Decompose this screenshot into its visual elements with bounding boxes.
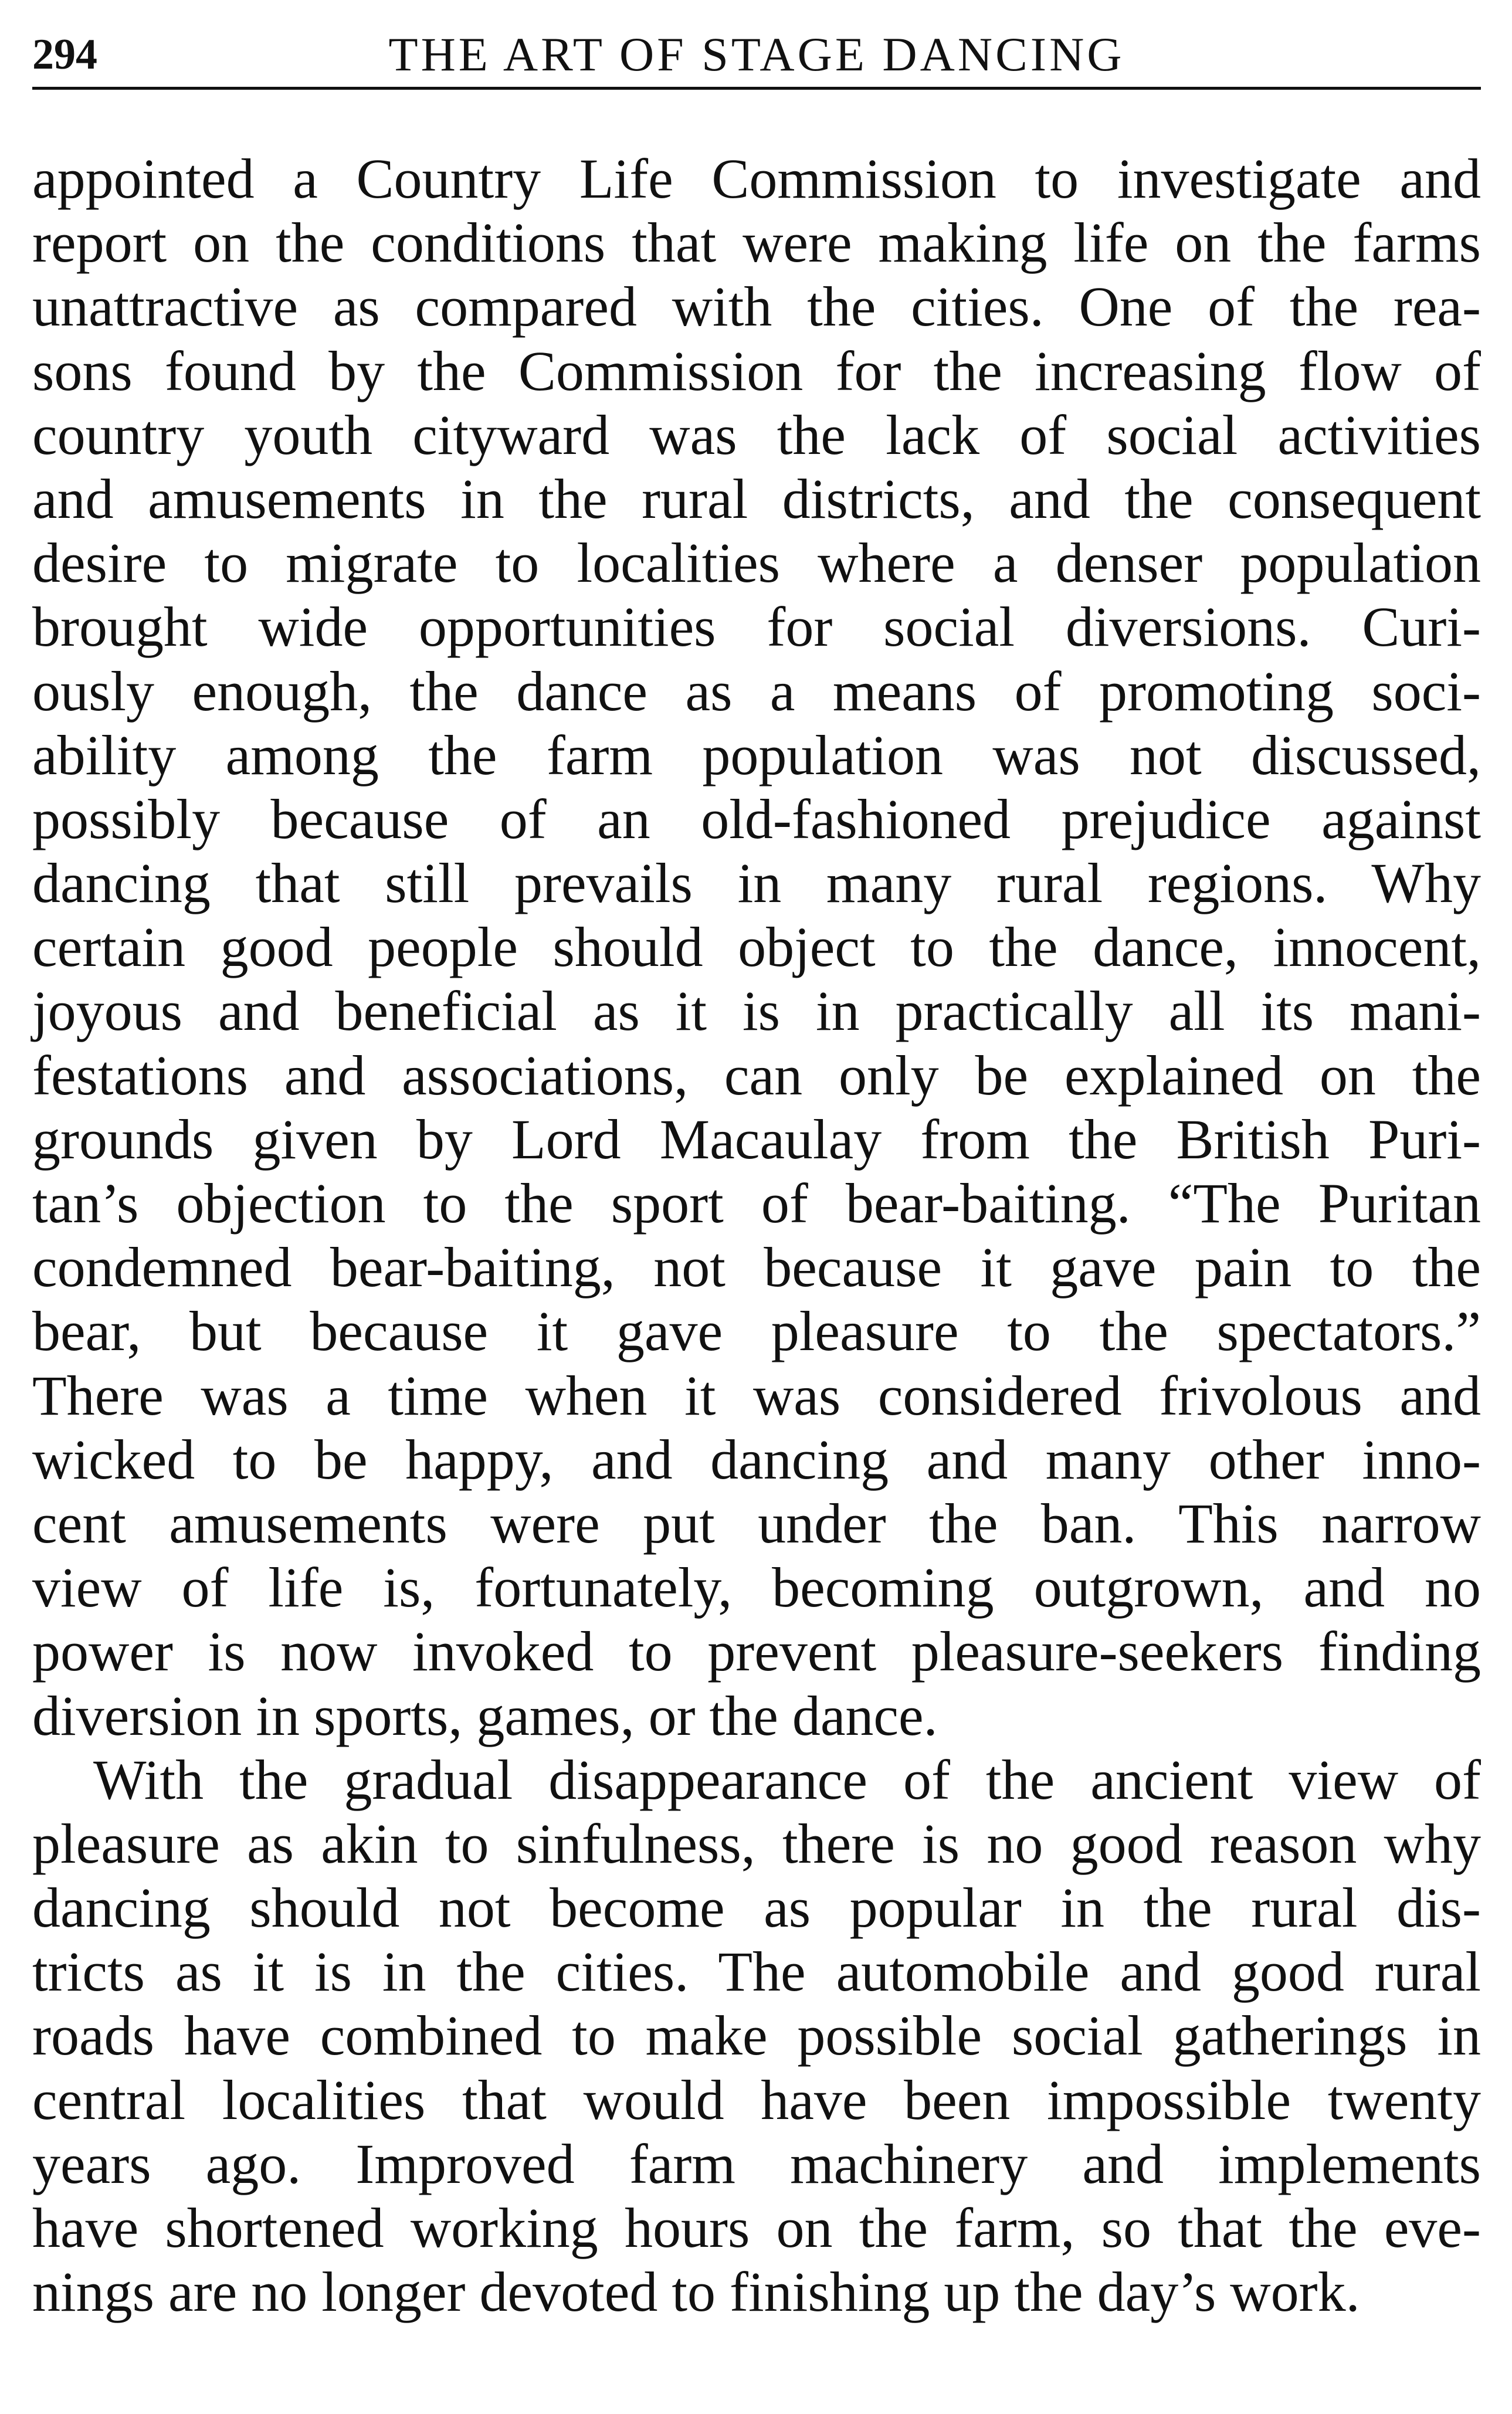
body-text — [32, 147, 1481, 2324]
text-line: roads have combined to make possible social gatherings in — [32, 2004, 1481, 2067]
text-line: grounds given by Lord Macaulay from the British Puri- — [32, 1107, 1481, 1171]
text-line: ously enough, the dance as a means of promoting soci- — [32, 659, 1481, 723]
text-line: dancing should not become as popular in the rural dis- — [32, 1876, 1481, 1940]
text-line: tan’s objection to the sport of bear-baiting. “The Puritan — [32, 1172, 1481, 1235]
text-line: report on the conditions that were making life on the farms — [32, 211, 1481, 274]
text-line: and amusements in the rural districts, and the consequent — [32, 467, 1481, 530]
text-line: nings are no longer devoted to finishing up the day’s work. — [32, 2260, 1360, 2324]
running-head — [32, 22, 1481, 90]
text-line: festations and associations, can only be explained on the — [32, 1043, 1481, 1107]
text-line: possibly because of an old-fashioned prejudice against — [32, 787, 1481, 850]
text-line: tricts as it is in the cities. The automobile and good rural — [32, 1940, 1481, 2003]
text-line: unattractive as compared with the cities. One of the rea- — [32, 275, 1481, 338]
paragraph — [32, 1748, 1481, 2324]
text-line: wicked to be happy, and dancing and many other inno- — [32, 1428, 1481, 1491]
text-line: ability among the farm population was not discussed, — [32, 723, 1481, 786]
text-line: bear, but because it gave pleasure to the spectators.” — [32, 1300, 1481, 1363]
text-line: condemned bear-baiting, not because it gave pain to the — [32, 1236, 1481, 1299]
text-line: view of life is, fortunately, becoming outgrown, and no — [32, 1556, 1481, 1619]
text-line: years ago. Improved farm machinery and implements — [32, 2132, 1481, 2195]
text-line: country youth cityward was the lack of social activities — [32, 403, 1481, 466]
text-line: sons found by the Commission for the increasing flow of — [32, 339, 1481, 402]
text-line: appointed a Country Life Commission to investigate and — [32, 147, 1481, 210]
text-line: diversion in sports, games, or the dance. — [32, 1684, 938, 1747]
text-line: dancing that still prevails in many rural regions. Why — [32, 852, 1481, 915]
text-line: cent amusements were put under the ban. This narrow — [32, 1491, 1481, 1555]
paragraph — [32, 147, 1481, 1748]
running-title: THE ART OF STAGE DANCING — [388, 28, 1125, 81]
text-line: With the gradual disappearance of the ancient view of — [93, 1748, 1481, 1811]
text-line: There was a time when it was considered frivolous and — [32, 1364, 1481, 1427]
text-line: brought wide opportunities for social diversions. Curi- — [32, 595, 1481, 659]
text-line: central localities that would have been impossible twenty — [32, 2068, 1481, 2131]
text-line: power is now invoked to prevent pleasure-seekers finding — [32, 1620, 1481, 1683]
page-number: 294 — [32, 30, 97, 79]
text-line: have shortened working hours on the farm, so that the eve- — [32, 2196, 1481, 2259]
text-line: joyous and beneficial as it is in practically all its mani- — [32, 979, 1481, 1043]
text-line: desire to migrate to localities where a denser population — [32, 531, 1481, 595]
text-line: pleasure as akin to sinfulness, there is no good reason why — [32, 1812, 1481, 1875]
text-line: certain good people should object to the dance, innocent, — [32, 916, 1481, 979]
